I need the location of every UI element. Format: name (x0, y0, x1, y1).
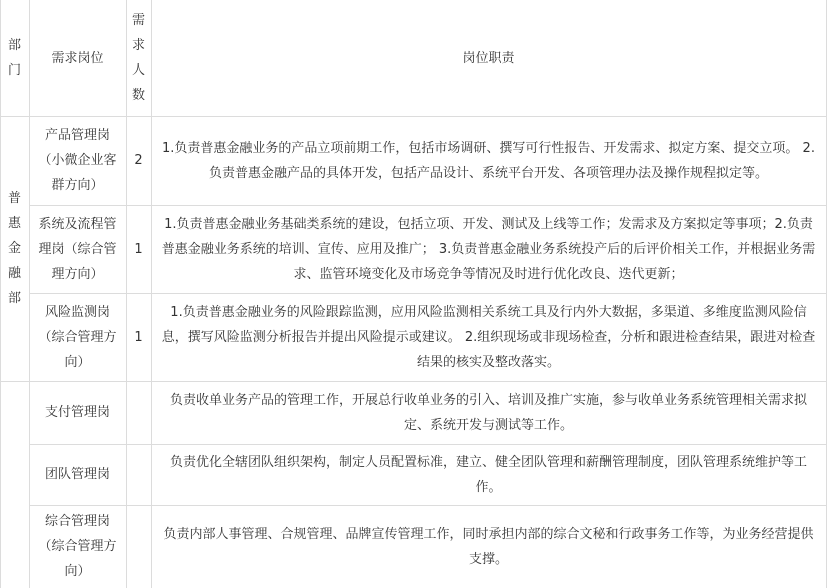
position-name: 支付管理岗 (44, 405, 110, 420)
table-row-position (29, 205, 126, 293)
position-duty: 负责优化全辖团队组织架构，制定人员配置标准，建立、健全团队管理和薪酬管理制度，团队管理系统维护等工作。 (169, 454, 807, 495)
grid-line (826, 0, 827, 588)
header-position-text: 需求岗位 (51, 50, 104, 66)
position-duty: 负责收单业务产品的管理工作，开展总行收单业务的引入、培训及推广实施，参与收单业务系统管理相关需求拟定、系统开发与测试等工作。 (169, 392, 807, 433)
position-count: 1 (134, 329, 143, 345)
table-row-duty (151, 505, 826, 588)
table-row-duty (151, 205, 826, 293)
header-dept-text: 部门 (7, 38, 21, 78)
header-position (29, 0, 126, 116)
header-duty-text: 岗位职责 (462, 50, 515, 66)
position-name: 综合管理岗（综合管理方向） (38, 514, 117, 579)
table-row-position (29, 381, 126, 444)
table-row-duty (151, 116, 826, 205)
position-name: 产品管理岗（小微企业客群方向） (38, 128, 117, 193)
table-row-duty (151, 444, 826, 505)
position-count: 2 (134, 153, 143, 168)
header-duty (151, 0, 826, 116)
header-count-text: 需求人数 (131, 13, 145, 103)
table-row-count (126, 205, 151, 293)
table-row-position (29, 444, 126, 505)
position-duty: 负责内部人事管理、合规管理、品牌宣传管理工作，同时承担内部的综合文秘和行政事务工作等，为业务经营提供支撑。 (163, 526, 814, 567)
table-row-position (29, 293, 126, 381)
position-count: 1 (134, 241, 143, 257)
table-row-duty (151, 293, 826, 381)
position-name: 风险监测岗（综合管理方向） (38, 304, 117, 370)
table-row-count (126, 444, 151, 505)
position-duty: 1.负责普惠金融业务基础类系统的建设，包括立项、开发、测试及上线等工作；发需求及方案拟定等事项；2.负责普惠金融业务系统的培训、宣传、应用及推广； 3.负责普惠金融业务系统投产后的后评价相关工作，并根据业务需求、监管环境变化及市场竞争等情况及时进行优化改良、迭代更新； (161, 216, 816, 282)
table-row-count (126, 505, 151, 588)
position-duty: 1.负责普惠金融业务的风险跟踪监测，应用风险监测相关系统工具及行内外大数据，多渠道、多维度监测风险信息，撰写风险监测分析报告并提出风险提示或建议。 2.组织现场或非现场检查，分析和跟进检查结果，跟进对检查结果的核实及整改落实。 (161, 304, 816, 370)
table-row-position (29, 116, 126, 205)
header-dept (0, 0, 29, 116)
table-row-position (29, 505, 126, 588)
table-row-count (126, 116, 151, 205)
dept-cell (0, 381, 29, 588)
header-count (126, 0, 151, 116)
dept-cell (0, 116, 29, 381)
position-name: 团队管理岗 (44, 467, 110, 482)
table-row-count (126, 293, 151, 381)
position-duty: 1.负责普惠金融业务的产品立项前期工作，包括市场调研、撰写可行性报告、开发需求、拟定方案、提交立项。 2.负责普惠金融产品的具体开发，包括产品设计、系统平台开发、各项管理办法及操作规程拟定等。 (162, 140, 815, 181)
position-name: 系统及流程管理岗（综合管理方向） (38, 216, 117, 282)
table-row-duty (151, 381, 826, 444)
dept-name: 普惠金融部 (7, 191, 21, 306)
table-row-count (126, 381, 151, 444)
